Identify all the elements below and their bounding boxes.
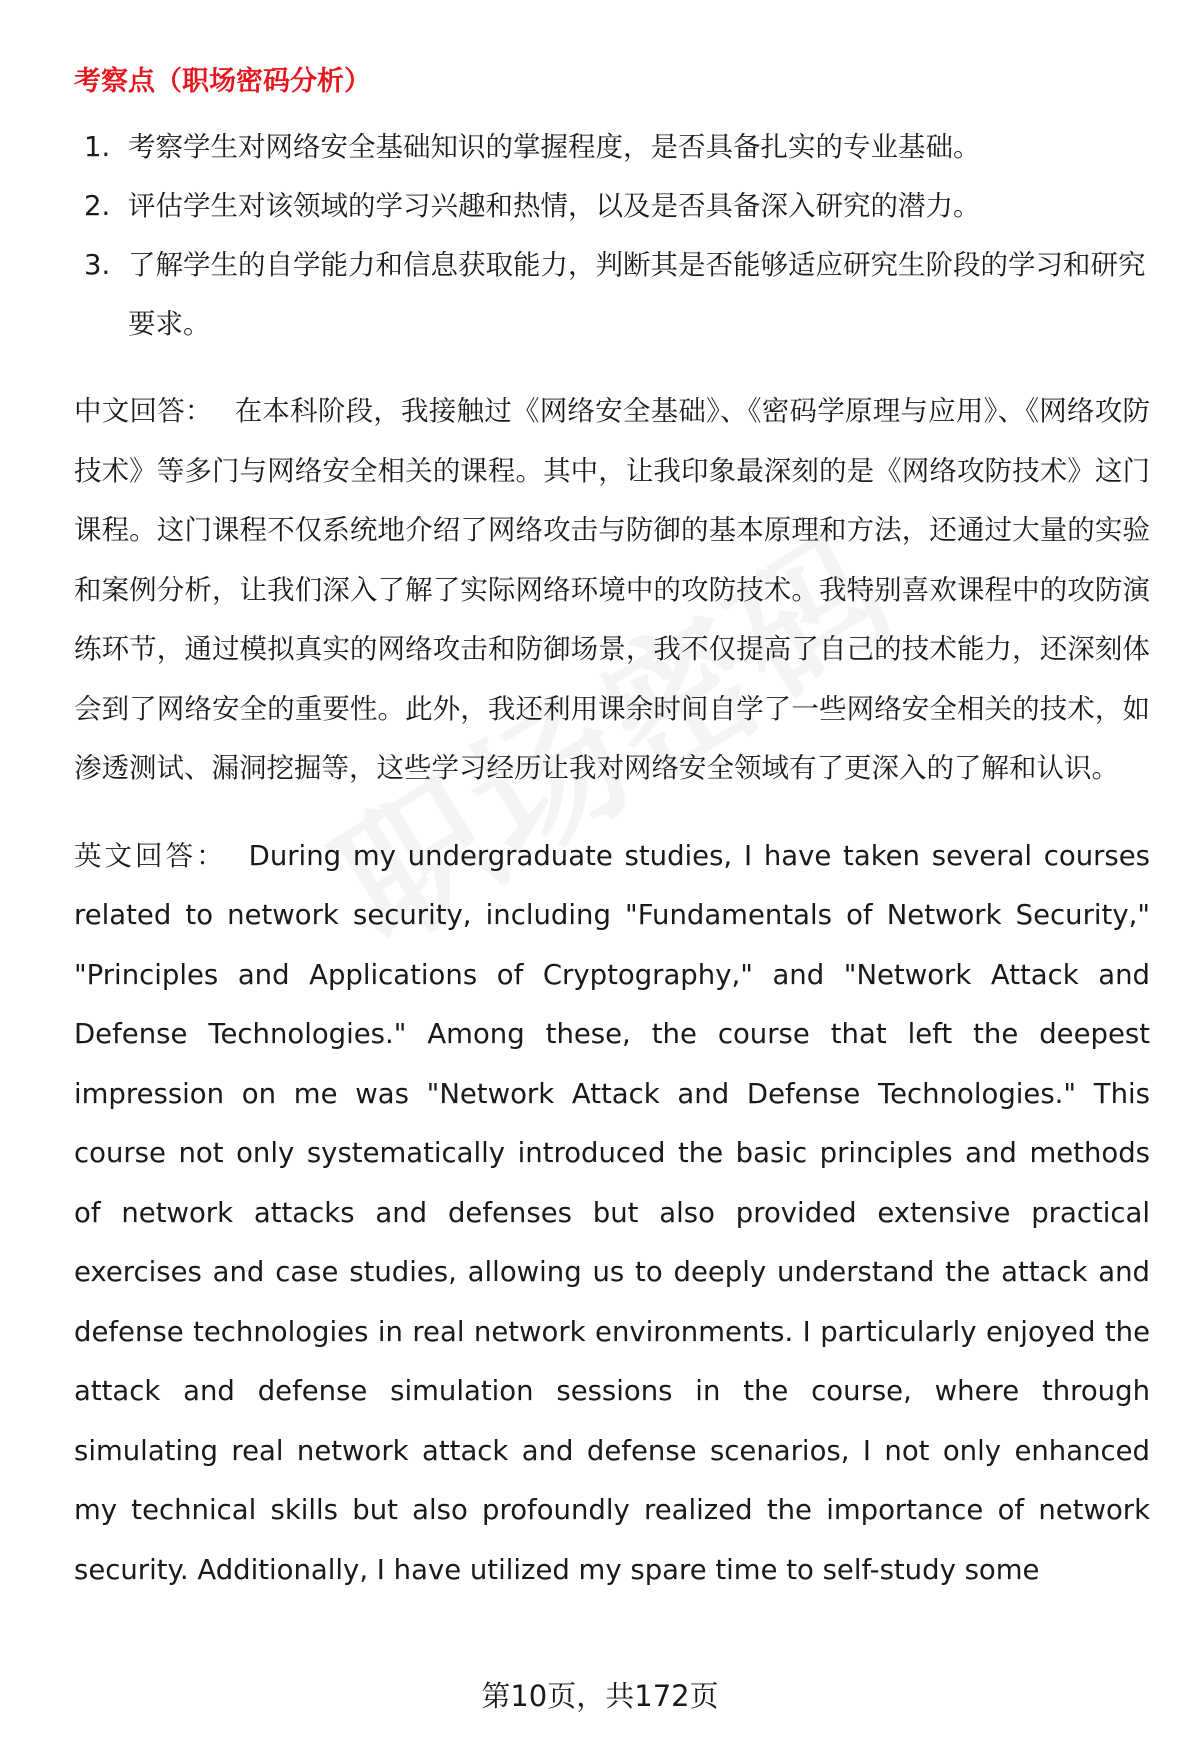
list-item-text: 了解学生的自学能力和信息获取能力，判断其是否能够适应研究生阶段的学习和研究要求。 <box>128 249 1146 340</box>
page-content <box>74 58 1150 1600</box>
section-title: 考察点（职场密码分析） <box>74 66 371 97</box>
list-item-text: 评估学生对该领域的学习兴趣和热情，以及是否具备深入研究的潜力。 <box>128 190 981 222</box>
english-answer-label: 英文回答： <box>74 839 227 872</box>
list-item-number: 3. <box>84 249 111 281</box>
list-item <box>74 236 1150 354</box>
list-item-number: 1. <box>84 131 111 163</box>
chinese-answer-paragraph <box>74 382 1150 799</box>
page-footer: 第10页，共172页 <box>481 1679 719 1713</box>
list-item-text: 考察学生对网络安全基础知识的掌握程度，是否具备扎实的专业基础。 <box>128 131 981 163</box>
list-item <box>74 177 1150 236</box>
list-item <box>74 118 1150 177</box>
chinese-answer-label: 中文回答： <box>74 395 213 427</box>
list-item-number: 2. <box>84 190 111 222</box>
english-answer-paragraph <box>74 827 1150 1601</box>
english-answer-text: During my undergraduate studies, I have taken several courses related to network security, including "Fundamentals of Network Security," "Principles and Applications of Cryptography," and "Network Attack and Defense Technologies." Among these, the course that left the deepest impression on me was "Network Attack and Defense Technologies." This course not only systematically introduced the basic principles and methods of network attacks and defenses but also provided extensive practical exercises and case studies, allowing us to deeply understand the attack and defense technologies in real network environments. I particularly enjoyed the attack and defense simulation sessions in the course, where through simulating real network attack and defense scenarios, I not only enhanced my technical skills but also profoundly realized the importance of network security. Additionally, I have utilized my spare time to self-study some <box>74 839 1151 1586</box>
assessment-points-list <box>74 118 1150 354</box>
chinese-answer-text: 在本科阶段，我接触过《网络安全基础》、《密码学原理与应用》、《网络攻防技术》等多门与网络安全相关的课程。其中，让我印象最深刻的是《网络攻防技术》这门课程。这门课程不仅系统地介绍了网络攻击与防御的基本原理和方法，还通过大量的实验和案例分析，让我们深入了解了实际网络环境中的攻防技术。我特别喜欢课程中的攻防演练环节，通过模拟真实的网络攻击和防御场景，我不仅提高了自己的技术能力，还深刻体会到了网络安全的重要性。此外，我还利用课余时间自学了一些网络安全相关的技术，如渗透测试、漏洞挖掘等，这些学习经历让我对网络安全领域有了更深入的了解和认识。 <box>74 395 1150 784</box>
